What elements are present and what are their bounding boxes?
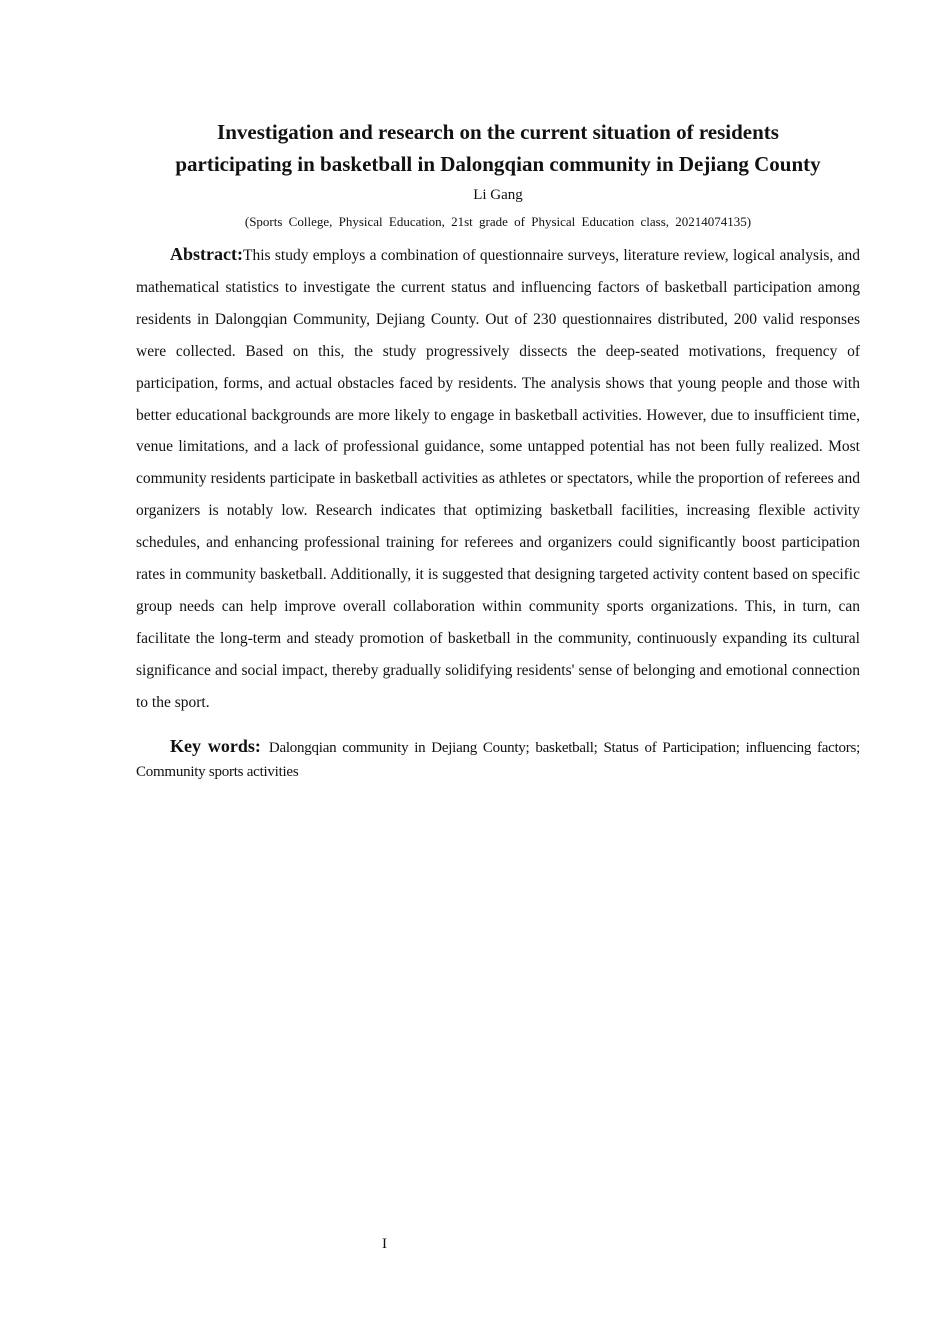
paper-title-line-1: Investigation and research on the current situation of residents — [217, 120, 779, 144]
keywords-label: Key words: — [170, 736, 261, 757]
abstract-label: Abstract: — [170, 244, 243, 264]
paper-title-line-2: participating in basketball in Dalongqian community in Dejiang County — [175, 152, 821, 176]
paper-title — [136, 116, 860, 180]
author-name: Li Gang — [473, 187, 523, 203]
abstract-paragraph — [136, 239, 860, 719]
paper-page — [136, 116, 860, 799]
keywords-text: Dalongqian community in Dejiang County; basketball; Status of Participation; influencing factors; Community sports activities — [136, 740, 860, 781]
keywords-paragraph — [136, 734, 860, 784]
abstract-text: This study employs a combination of questionnaire surveys, literature review, logical analysis, and mathematical statistics to investigate the current status and influencing factors of basketball participation among residents in Dalongqian Community, Dejiang County. Out of 230 questionnaires distributed, 200 valid responses were collected. Based on this, the study progressively dissects the deep-seated motivations, frequency of participation, forms, and actual obstacles faced by residents. The analysis shows that young people and those with better educational backgrounds are more likely to engage in basketball activities. However, due to insufficient time, venue limitations, and a lack of professional guidance, some untapped potential has not been fully realized. Most community residents participate in basketball activities as athletes or spectators, while the proportion of referees and organizers is notably low. Research indicates that optimizing basketball facilities, increasing flexible activity schedules, and enhancing professional training for referees and organizers could significantly boost participation rates in community basketball. Additionally, it is suggested that designing targeted activity content based on specific group needs can help improve overall collaboration within community sports organizations. This, in turn, can facilitate the long-term and steady promotion of basketball in the community, continuously expanding its cultural significance and social impact, thereby gradually solidifying residents' sense of belonging and emotional connection to the sport. — [136, 247, 860, 711]
page-number: I — [382, 1236, 387, 1252]
author-affiliation: (Sports College, Physical Education, 21st grade of Physical Education class, 20214074135) — [244, 214, 752, 229]
